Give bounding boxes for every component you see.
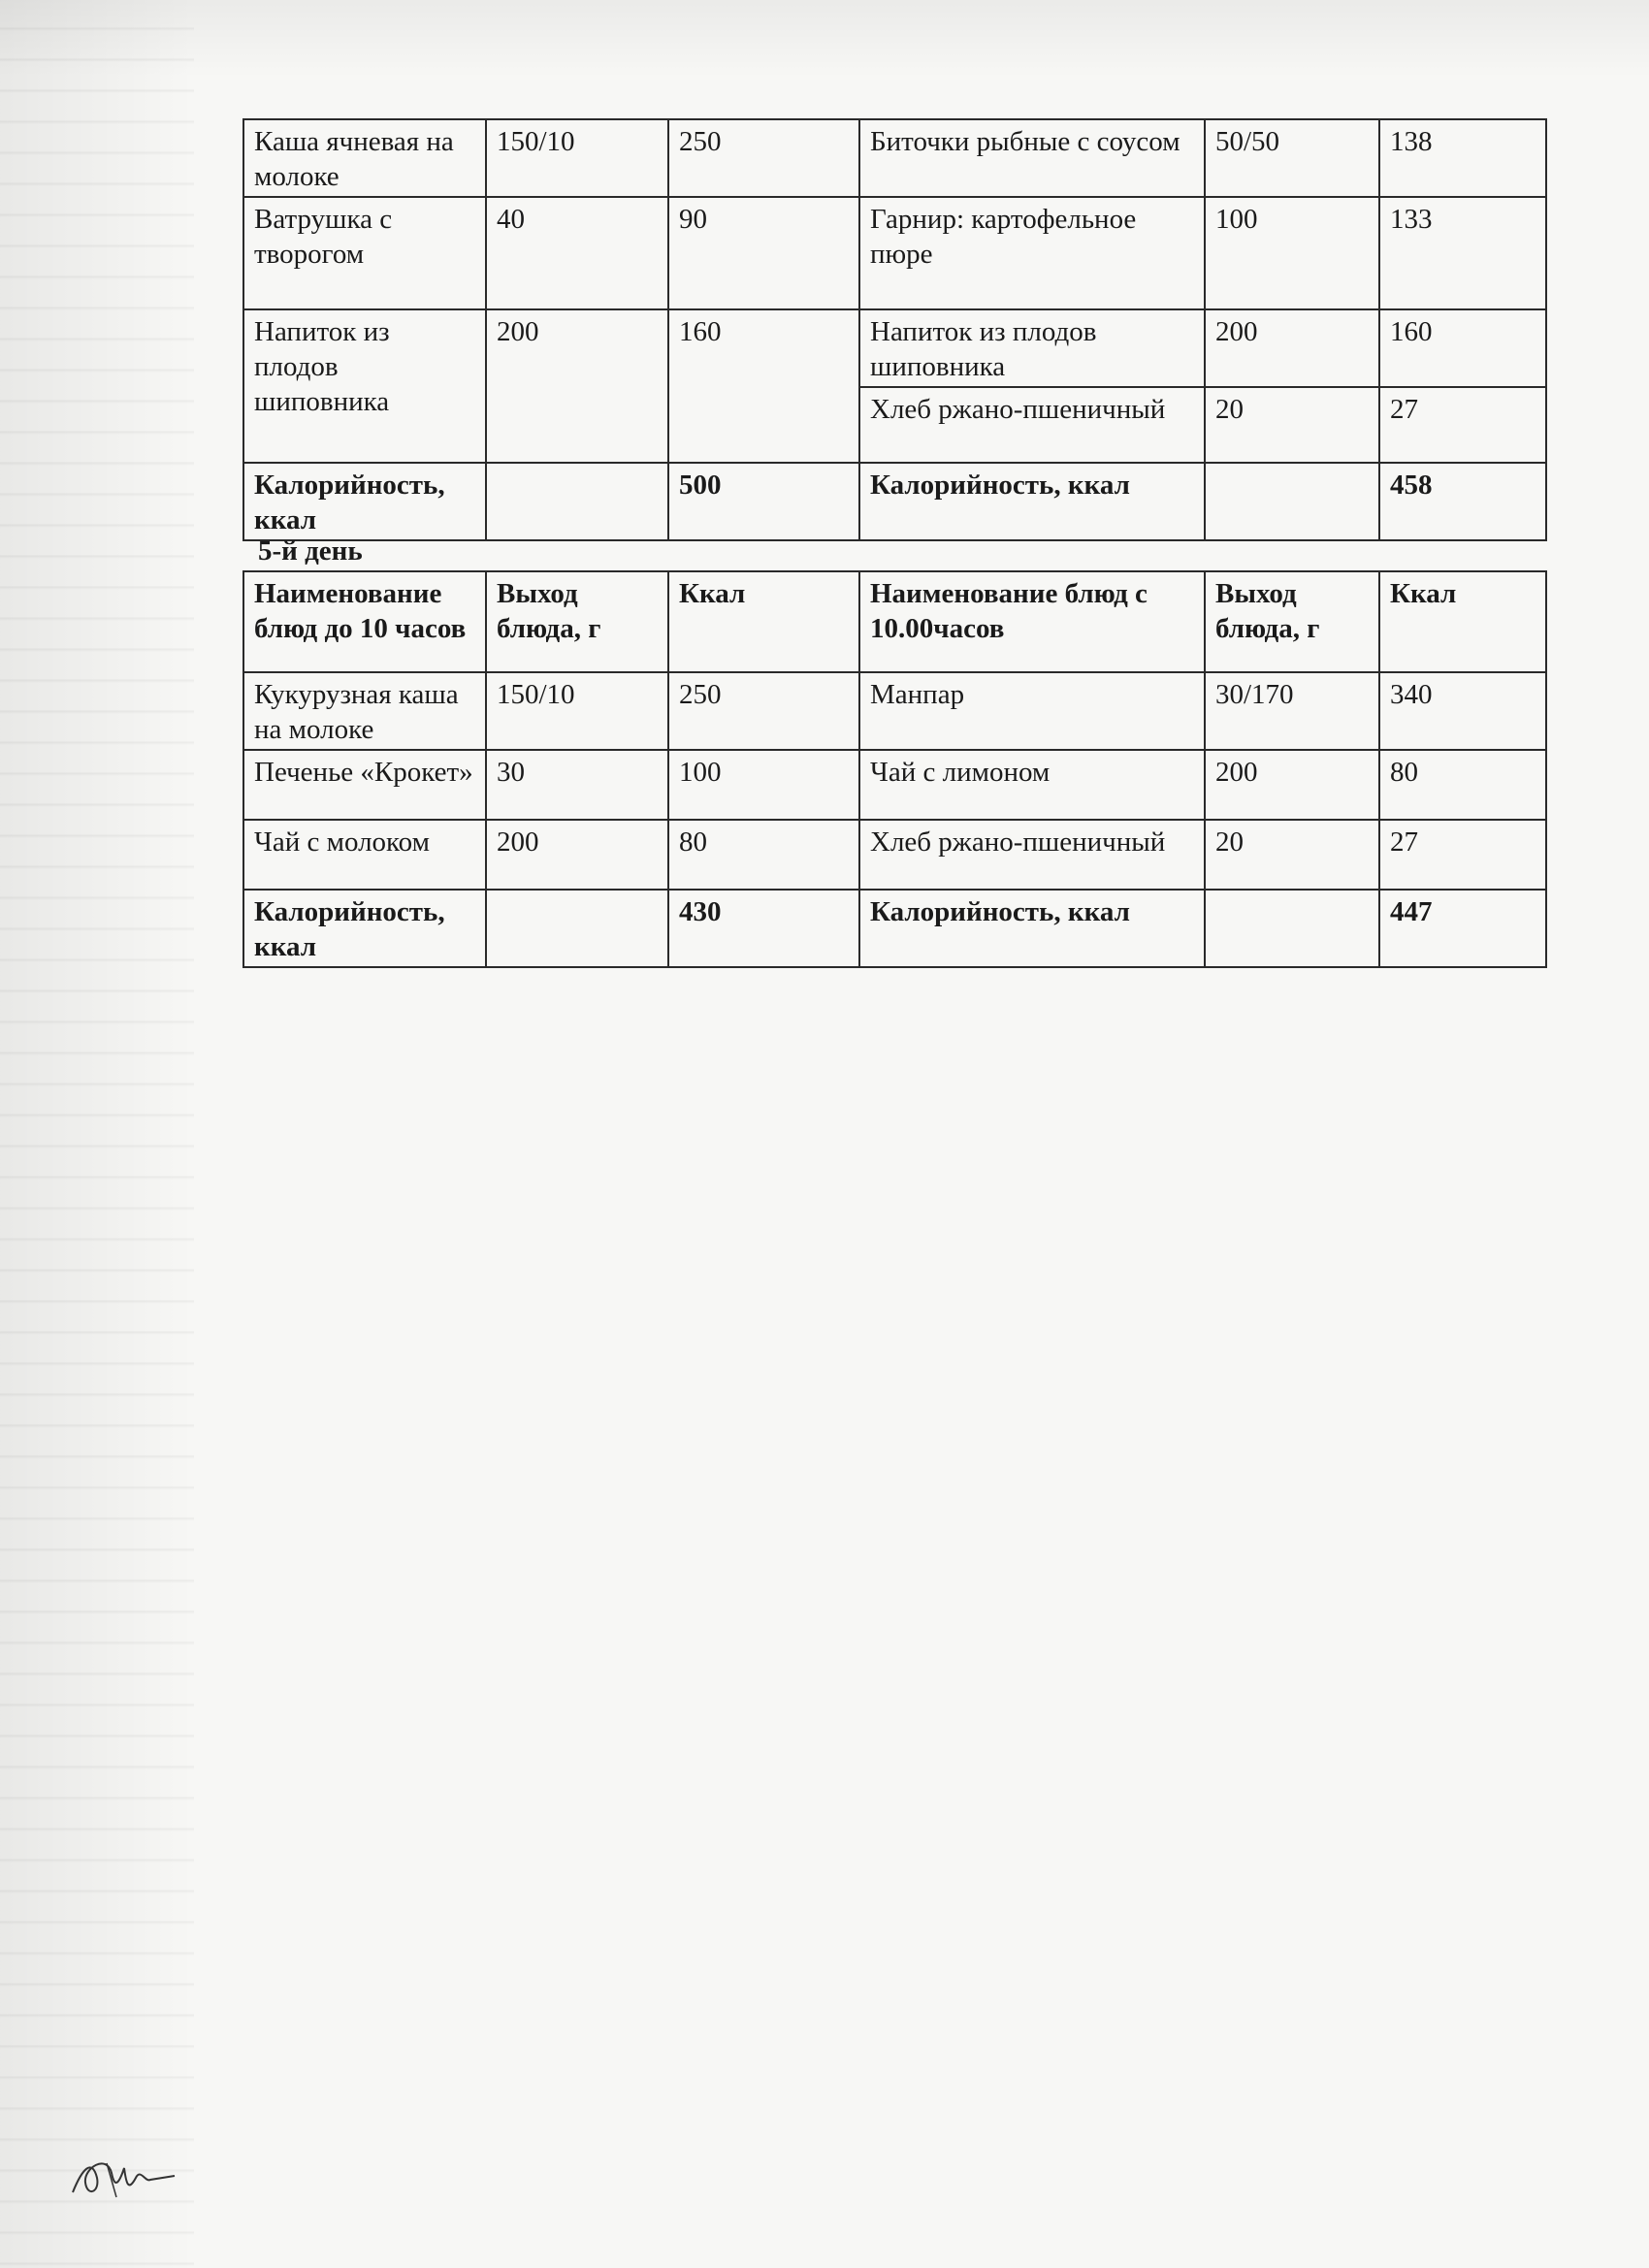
day5-heading: 5-й день bbox=[258, 535, 363, 567]
kcal-morning: 90 bbox=[668, 197, 859, 309]
header-portion-morning: Выход блюда, г bbox=[486, 571, 668, 672]
table-row bbox=[243, 672, 1546, 750]
total-kcal-afternoon: 447 bbox=[1379, 890, 1546, 967]
total-kcal-morning: 430 bbox=[668, 890, 859, 967]
dish-morning: Ватрушка с творогом bbox=[243, 197, 486, 309]
portion-morning: 150/10 bbox=[486, 119, 668, 197]
table-row bbox=[243, 197, 1546, 309]
kcal-afternoon: 138 bbox=[1379, 119, 1546, 197]
total-label-morning: Калорийность, ккал bbox=[243, 463, 486, 540]
table-row bbox=[243, 820, 1546, 890]
header-portion-afternoon: Выход блюда, г bbox=[1205, 571, 1379, 672]
table-row bbox=[243, 119, 1546, 197]
table-row bbox=[243, 309, 1546, 387]
portion-afternoon: 50/50 bbox=[1205, 119, 1379, 197]
dish-morning: Напиток из плодов шиповника bbox=[243, 309, 486, 463]
header-kcal-morning: Ккал bbox=[668, 571, 859, 672]
dish-afternoon: Гарнир: картофельное пюре bbox=[859, 197, 1205, 309]
portion-afternoon: 100 bbox=[1205, 197, 1379, 309]
table-row bbox=[243, 750, 1546, 820]
kcal-morning: 160 bbox=[668, 309, 859, 463]
kcal-morning: 100 bbox=[668, 750, 859, 820]
header-dish-morning: Наименование блюд до 10 часов bbox=[243, 571, 486, 672]
total-label-afternoon: Калорийность, ккал bbox=[859, 890, 1205, 967]
portion-afternoon: 30/170 bbox=[1205, 672, 1379, 750]
kcal-afternoon: 27 bbox=[1379, 387, 1546, 463]
header-row bbox=[243, 571, 1546, 672]
total-kcal-morning: 500 bbox=[668, 463, 859, 540]
kcal-afternoon: 80 bbox=[1379, 750, 1546, 820]
total-row bbox=[243, 463, 1546, 540]
total-empty bbox=[1205, 890, 1379, 967]
dish-afternoon: Чай с лимоном bbox=[859, 750, 1205, 820]
total-label-afternoon: Калорийность, ккал bbox=[859, 463, 1205, 540]
day5-menu-table bbox=[242, 570, 1547, 968]
total-empty bbox=[486, 463, 668, 540]
dish-afternoon: Биточки рыбные с соусом bbox=[859, 119, 1205, 197]
kcal-afternoon: 340 bbox=[1379, 672, 1546, 750]
dish-afternoon: Хлеб ржано-пшеничный bbox=[859, 820, 1205, 890]
portion-morning: 150/10 bbox=[486, 672, 668, 750]
kcal-afternoon: 160 bbox=[1379, 309, 1546, 387]
header-dish-afternoon: Наименование блюд с 10.00часов bbox=[859, 571, 1205, 672]
portion-afternoon: 200 bbox=[1205, 309, 1379, 387]
total-row bbox=[243, 890, 1546, 967]
portion-afternoon: 200 bbox=[1205, 750, 1379, 820]
header-kcal-afternoon: Ккал bbox=[1379, 571, 1546, 672]
dish-afternoon: Напиток из плодов шиповника bbox=[859, 309, 1205, 387]
portion-morning: 40 bbox=[486, 197, 668, 309]
kcal-afternoon: 133 bbox=[1379, 197, 1546, 309]
kcal-morning: 250 bbox=[668, 672, 859, 750]
portion-afternoon: 20 bbox=[1205, 820, 1379, 890]
dish-morning: Кукурузная каша на молоке bbox=[243, 672, 486, 750]
portion-morning: 200 bbox=[486, 820, 668, 890]
kcal-afternoon: 27 bbox=[1379, 820, 1546, 890]
kcal-morning: 250 bbox=[668, 119, 859, 197]
portion-morning: 30 bbox=[486, 750, 668, 820]
total-label-morning: Калорийность, ккал bbox=[243, 890, 486, 967]
scan-margin-noise bbox=[0, 0, 194, 2268]
scan-top-shadow bbox=[0, 0, 1649, 78]
total-empty bbox=[1205, 463, 1379, 540]
portion-afternoon: 20 bbox=[1205, 387, 1379, 463]
total-empty bbox=[486, 890, 668, 967]
dish-morning: Печенье «Крокет» bbox=[243, 750, 486, 820]
portion-morning: 200 bbox=[486, 309, 668, 463]
dish-afternoon: Хлеб ржано-пшеничный bbox=[859, 387, 1205, 463]
dish-morning: Каша ячневая на молоке bbox=[243, 119, 486, 197]
dish-afternoon: Манпар bbox=[859, 672, 1205, 750]
dish-morning: Чай с молоком bbox=[243, 820, 486, 890]
total-kcal-afternoon: 458 bbox=[1379, 463, 1546, 540]
kcal-morning: 80 bbox=[668, 820, 859, 890]
day4-menu-table bbox=[242, 118, 1547, 541]
handwritten-signature bbox=[68, 2139, 184, 2207]
